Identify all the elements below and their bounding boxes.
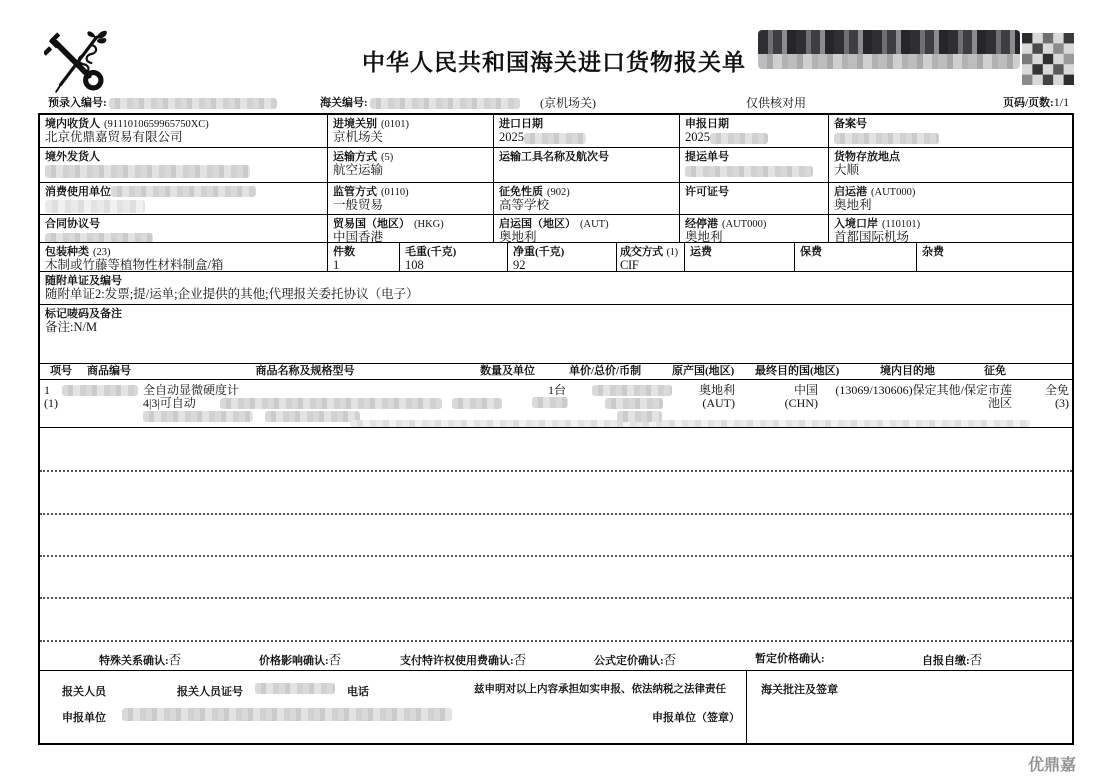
confirm-price-influence: 价格影响确认:否 bbox=[259, 653, 342, 667]
declare-unit-label: 申报单位 bbox=[62, 712, 106, 724]
redacted-spec bbox=[265, 411, 360, 422]
redacted-value bbox=[45, 200, 145, 213]
field-departure-port: 启运港 (AUT000) 奥地利 bbox=[829, 183, 1072, 215]
confirm-formula-pricing: 公式定价确认:否 bbox=[594, 653, 677, 667]
field-transport-mode: 运输方式 (5) 航空运输 bbox=[328, 148, 494, 183]
field-transit-port: 经停港 (AUT000) 奥地利 bbox=[680, 215, 829, 243]
dotted-divider bbox=[40, 597, 1072, 599]
customs-note-label: 海关批注及签章 bbox=[761, 684, 838, 696]
dotted-divider bbox=[40, 555, 1072, 557]
dotted-divider bbox=[40, 513, 1072, 515]
qr-code bbox=[1022, 32, 1074, 86]
redacted-value bbox=[111, 186, 256, 197]
page-number: 页码/页数:1/1 bbox=[1003, 95, 1070, 109]
col-origin-country: 原产国(地区) bbox=[672, 365, 735, 377]
goods-levy-code: (3) bbox=[1055, 396, 1069, 410]
redacted-value bbox=[710, 133, 768, 144]
field-transport-name: 运输工具名称及航次号 bbox=[494, 148, 680, 183]
field-bill-no: 提运单号 bbox=[680, 148, 829, 183]
field-pieces: 件数 1 bbox=[328, 243, 400, 272]
legal-statement: 兹申明对以上内容承担如实申报、依法纳税之法律责任 bbox=[474, 684, 726, 695]
confirm-self-declare-pay: 自报自缴:否 bbox=[922, 653, 983, 667]
redacted-price bbox=[617, 411, 662, 422]
customs-no: 海关编号: bbox=[320, 94, 520, 110]
redacted-qty2 bbox=[532, 397, 568, 408]
col-commodity-code: 商品编号 bbox=[87, 365, 131, 377]
pre-entry-no: 预录入编号: bbox=[48, 94, 277, 110]
field-entry-customs: 进境关别 (0101) 京机场关 bbox=[328, 115, 494, 148]
confirm-special-relation: 特殊关系确认:否 bbox=[99, 653, 182, 667]
field-gross-weight: 毛重(千克) 108 bbox=[400, 243, 508, 272]
field-record-no: 备案号 bbox=[829, 115, 1072, 148]
col-name-spec: 商品名称及规格型号 bbox=[255, 365, 355, 377]
redacted-value bbox=[370, 98, 520, 109]
field-misc-fee: 杂费 bbox=[917, 243, 1072, 272]
col-item-no: 项号 bbox=[50, 365, 72, 377]
goods-domestic-dest: (13069/130606)保定其他/保定市莲池区 bbox=[835, 383, 1012, 410]
redacted-barcode-strip bbox=[758, 30, 1020, 69]
field-freight: 运费 bbox=[685, 243, 795, 272]
goods-origin-code: (AUT) bbox=[702, 396, 735, 410]
field-transaction-mode: 成交方式 (1) CIF bbox=[617, 243, 685, 272]
goods-table-header bbox=[40, 364, 1072, 380]
redacted-value bbox=[45, 165, 250, 178]
col-domestic-dest: 境内目的地 bbox=[880, 365, 935, 377]
redacted-declarant-id bbox=[255, 683, 335, 694]
redacted-spec bbox=[143, 411, 253, 422]
goods-levy: 全免 bbox=[1044, 383, 1069, 397]
goods-item-seq: (1) bbox=[44, 396, 58, 410]
declaration-form bbox=[38, 113, 1074, 745]
goods-item-no: 1 bbox=[44, 383, 50, 397]
redacted-spec bbox=[220, 398, 442, 409]
redacted-value bbox=[109, 98, 277, 109]
watermark: 优鼎嘉 bbox=[1028, 757, 1077, 774]
goods-dest-code: (CHN) bbox=[784, 396, 818, 410]
redacted-spec bbox=[452, 398, 502, 409]
goods-dest-country: 中国 bbox=[793, 383, 818, 397]
field-attached-docs: 随附单证及编号 随附单证2:发票;提/运单;企业提供的其他;代理报关委托协议（电子） bbox=[40, 272, 1072, 305]
field-consumer-unit: 消费使用单位 bbox=[40, 183, 328, 215]
declarant-label: 报关人员 bbox=[62, 686, 106, 698]
field-levy-nature: 征免性质 (902) 高等学校 bbox=[494, 183, 680, 215]
goods-qty: 1台 bbox=[547, 383, 566, 397]
dotted-divider bbox=[40, 470, 1072, 472]
confirmations-row bbox=[40, 640, 1072, 671]
declarant-id-label: 报关人员证号 bbox=[177, 686, 243, 698]
field-import-date: 进口日期 2025 bbox=[494, 115, 680, 148]
field-overseas-shipper: 境外发货人 bbox=[40, 148, 328, 183]
field-departure-country: 启运国（地区） (AUT) 奥地利 bbox=[494, 215, 680, 243]
confirm-royalty-payment: 支付特许权使用费确认:否 bbox=[400, 653, 527, 667]
check-only-note: 仅供核对用 bbox=[746, 96, 807, 110]
sign-label: 申报单位（签章） bbox=[652, 712, 740, 724]
redacted-smudge bbox=[350, 420, 1030, 427]
field-net-weight: 净重(千克) 92 bbox=[508, 243, 617, 272]
field-contract-no: 合同协议号 bbox=[40, 215, 328, 243]
footer-customs-note-cell bbox=[747, 671, 1072, 743]
redacted-declare-unit bbox=[122, 708, 452, 721]
confirm-provisional-price: 暂定价格确认: bbox=[755, 653, 825, 665]
field-storage-place: 货物存放地点 大顺 bbox=[829, 148, 1072, 183]
field-entry-point: 入境口岸 (110101) 首都国际机场 bbox=[829, 215, 1072, 243]
goods-table-body bbox=[40, 379, 1072, 640]
field-declare-date: 申报日期 2025 bbox=[680, 115, 829, 148]
field-license-no: 许可证号 bbox=[680, 183, 829, 215]
page-title: 中华人民共和国海关进口货物报关单 bbox=[362, 50, 746, 75]
col-dest-country: 最终目的国(地区) bbox=[755, 365, 840, 377]
field-consignee: 境内收货人 (9111010659965750XC) 北京优鼎嘉贸易有限公司 bbox=[40, 115, 328, 148]
col-price-currency: 单价/总价/币制 bbox=[569, 365, 642, 377]
redacted-value bbox=[45, 233, 153, 243]
field-packing-type: 包装种类 (23) 木制或竹藤等植物性材料制盒/箱 bbox=[40, 243, 328, 272]
goods-name: 全自动显微硬度计 bbox=[143, 383, 240, 397]
col-levy: 征免 bbox=[984, 365, 1006, 377]
goods-row-divider bbox=[40, 427, 1072, 428]
col-qty-unit: 数量及单位 bbox=[480, 365, 535, 377]
redacted-value bbox=[524, 133, 586, 144]
redacted-value bbox=[685, 166, 813, 177]
field-insurance: 保费 bbox=[795, 243, 917, 272]
field-marks-notes: 标记唛码及备注 备注:N/M bbox=[40, 305, 1072, 364]
field-supervision-mode: 监管方式 (0110) 一般贸易 bbox=[328, 183, 494, 215]
phone-label: 电话 bbox=[347, 686, 369, 698]
footer-declarant-cell bbox=[40, 671, 747, 743]
redacted-commodity-code bbox=[62, 385, 138, 396]
goods-origin-country: 奥地利 bbox=[698, 383, 735, 397]
goods-spec-fragment: 4|3|可自动 bbox=[143, 396, 196, 410]
field-trade-country: 贸易国（地区） (HKG) 中国香港 bbox=[328, 215, 494, 243]
redacted-value bbox=[834, 133, 939, 144]
customs-office: (京机场关) bbox=[540, 96, 596, 110]
